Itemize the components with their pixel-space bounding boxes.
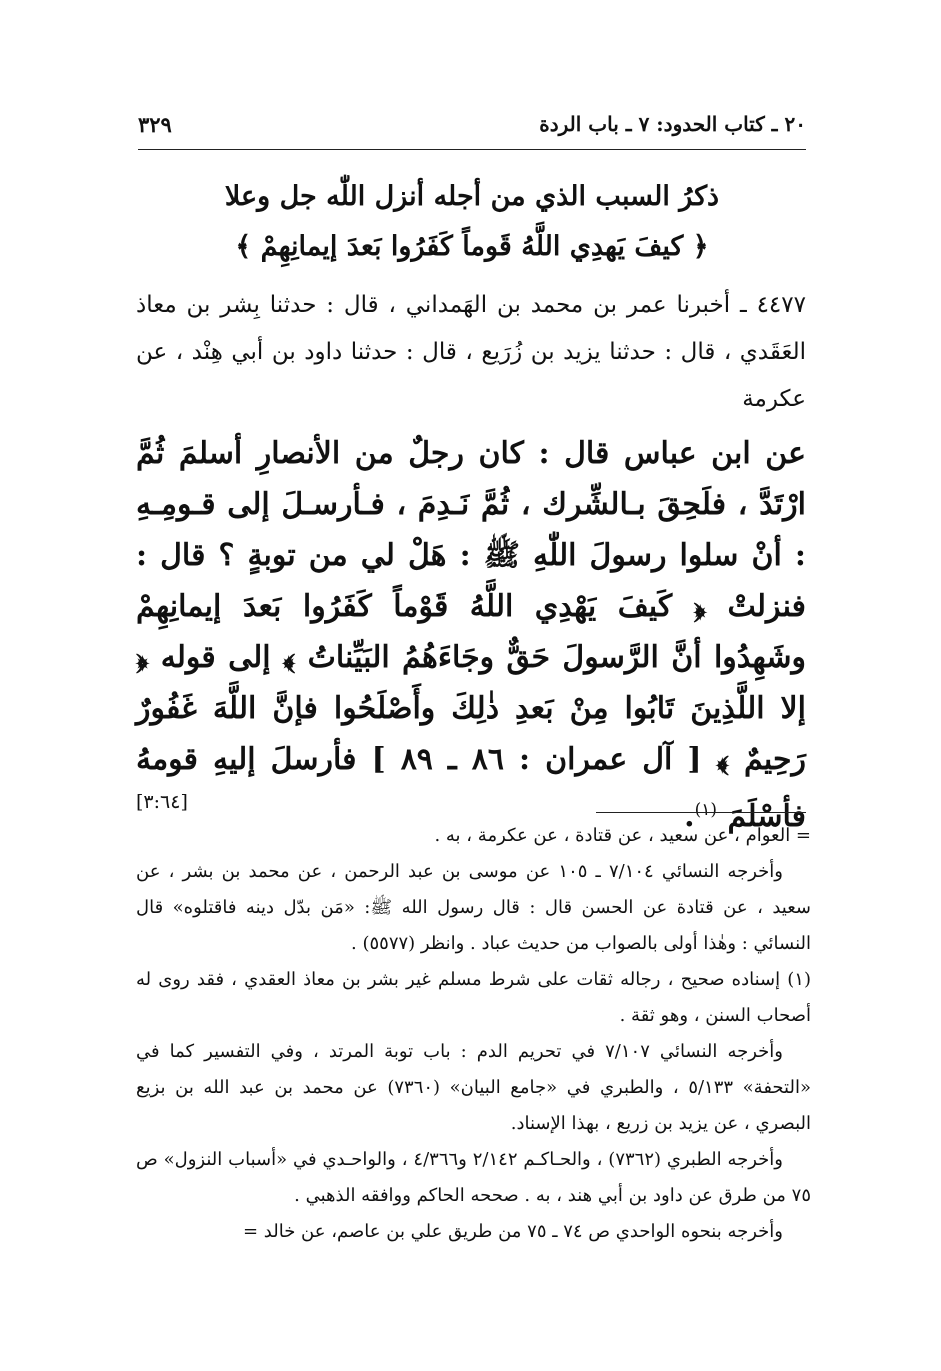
footnote-paragraph: وأخرجه النسائي ٧/١٠٤ ـ ١٠٥ عن موسى بن عبد الرحمن ، عن محمد بن بشر ، عن سعيد ، عن قتادة عن الحسن قال : قال رسول الله ﷺ: «مَن بدّل دينه فاقتلوه» قال النسائي : وهٰذا أولى بالصواب من حديث عباد . وانظر (٥٥٧٧) . [136,861,811,954]
matn-end-mark: . [684,799,695,834]
footnote-marker: (١) [694,800,718,820]
footnote-1: (١) إسناده صحيح ، رجاله ثقات على شرط مسلم غير بشر بن معاذ العقدي ، فقد روى له أصحاب السنن ، وهو ثقة . [136,969,811,1026]
footnote-divider [596,812,806,813]
footnote-paragraph: وأخرجه النسائي ٧/١٠٧ في تحريم الدم : باب توبة المرتد ، وفي التفسير كما في «التحفة» ٥/١٣٣ ، والطبري في «جامع البيان» (٧٣٦٠) عن محمد بن عبد الله بن بزيع البصري ، عن يزيد بن زريع ، بهذا الإسناد. [136,1041,811,1134]
hadith-matn [136,428,806,842]
page-header [138,102,806,146]
chapter-heading [138,172,806,272]
footnote-continuation: = العوام ، عن سعيد ، عن قتادة ، عن عكرمة ، به . [434,825,811,846]
running-title: ٢٠ ـ كتاب الحدود: ٧ ـ باب الردة [539,112,806,136]
footnote-paragraph: وأخرجه بنحوه الواحدي ص ٧٤ ـ ٧٥ من طريق علي بن عاصم، عن خالد = [242,1221,783,1242]
hadith-reference: [٣:٦٤] [136,791,188,813]
header-divider [138,149,806,150]
heading-line-2: ﴿ كيفَ يَهدِي اللَّهُ قَوماً كَفَرُوا بَعدَ إيمانِهِمْ ﴾ [235,231,709,262]
hadith-matn-text: عن ابن عباس قال : كان رجلٌ من الأنصارِ أسلمَ ثُمَّ ارْتَدَّ ، فلَحِقَ بـالشِّرك ، ثُمَّ نَـدِمَ ، فـأرسـلَ إلى قـومِـهِ : أنْ سلوا رسولَ اللّٰهِ ﷺ : هَلْ لي من توبةٍ ؟ قال : فنزلتْ ﴿ كَيفَ يَهْدِي اللَّهُ قَوْماً كَفَرُوا بَعدَ إيمانِهِمْ وشَهِدُوا أنَّ الرَّسولَ حَقٌّ وجَاءَهُمُ البَيِّناتُ ﴾ إلى قوله ﴿ إلا اللَّذِينَ تَابُوا مِنْ بَعدِ ذٰلِكَ وأَصْلَحُوا فإنَّ اللَّهَ غَفُورٌ رَحِيمٌ ﴾ [ آل عمران : ٨٦ ـ ٨٩ ] فأرسلَ إليهِ قومهُ فأسْلَمَ [136,436,807,834]
heading-line-1: ذكرُ السبب الذي من أجله أنزل اللّٰه جل وعلا [224,181,720,212]
footnote-paragraph: وأخرجه الطبري (٧٣٦٢) ، والحـاكـم ٢/١٤٢ و٤/٣٦٦ ، والواحـدي في «أسباب النزول» ص ٧٥ من طرق عن داود بن أبي هند ، به . صححه الحاكم ووافقه الذهبي . [136,1149,811,1206]
hadith-isnad: ٤٤٧٧ ـ أخبرنا عمر بن محمد بن الهَمداني ، قال : حدثنا بِشر بن معاذ العَقَدي ، قال : حدثنا يزيد بن زُرَيع ، قال : حدثنا داود بن أبي هِنْد ، عن عكرمة [136,292,806,412]
page-number: ٣٢٩ [138,111,172,137]
footnotes [136,818,811,1250]
